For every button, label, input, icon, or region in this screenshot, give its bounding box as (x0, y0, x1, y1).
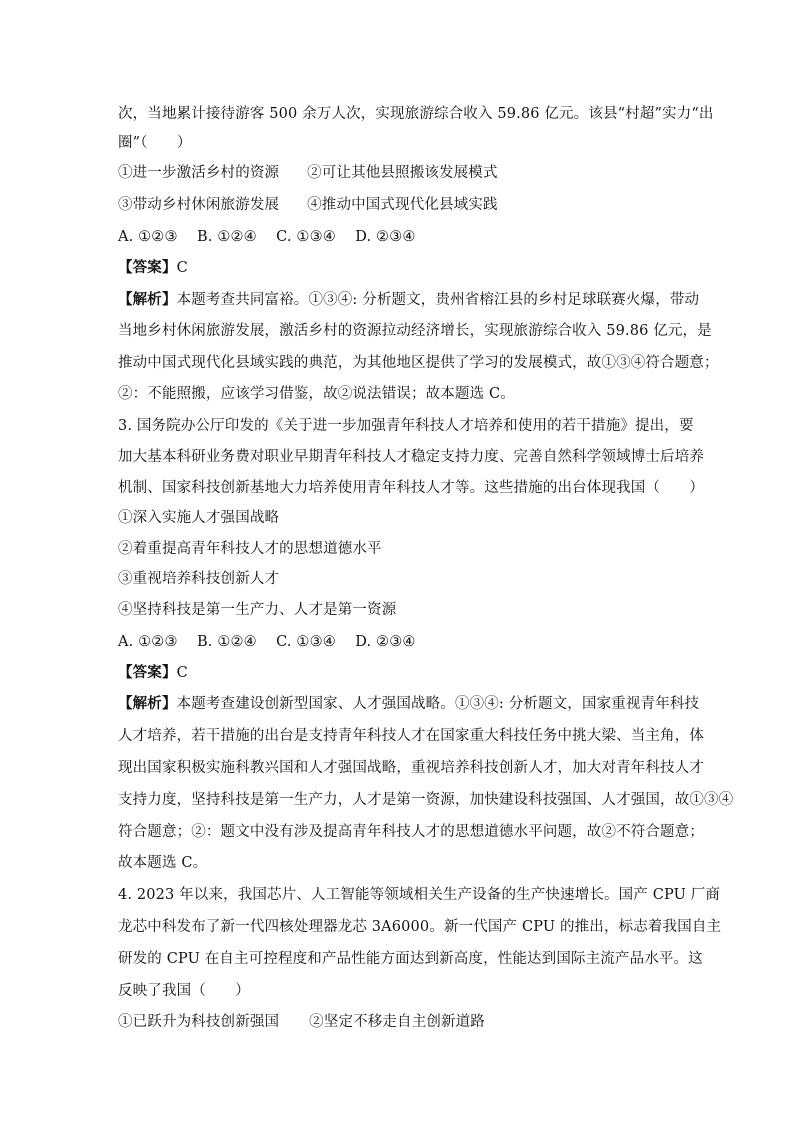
q3-analysis-line-1 (118, 694, 699, 714)
q4-option-1: ①已跃升为科技创新强国 (118, 1014, 280, 1030)
q3-analysis-line-6: 故本题选 C。 (118, 855, 208, 871)
q2-analysis-line-1 (118, 290, 699, 310)
q2-options-row-2 (118, 195, 498, 215)
q2-option-1: ①进一步激活乡村的资源 (118, 165, 280, 181)
q4-option-2: ②坚定不移走自主创新道路 (309, 1014, 485, 1030)
q3-answer (118, 663, 188, 683)
q2-answer (118, 258, 188, 278)
q3-stem-line-2: 加大基本科研业务费对职业早期青年科技人才稳定支持力度、完善自然科学领域博士后培养 (118, 449, 704, 465)
q2-option-3: ③带动乡村休闲旅游发展 (118, 197, 280, 213)
q2-option-4: ④推动中国式现代化县域实践 (307, 197, 498, 213)
q3-analysis-line-4: 支持力度，坚持科技是第一生产力，人才是第一资源，加快建设科技强国、人才强国，故①③④ (118, 792, 734, 808)
q2-stem-line-2: 圈”（ ） (118, 135, 192, 151)
q4-stem-line-4: 反映了我国（ ） (118, 983, 250, 999)
q4-stem-line-3: 研发的 CPU 在自主可控程度和产品性能方面达到新高度，性能达到国际主流产品水平。这 (118, 951, 703, 967)
q4-stem-line-1: 4. 2023 年以来，我国芯片、人工智能等领域相关生产设备的生产快速增长。国产 CPU 厂商 (118, 887, 721, 903)
analysis-label: 【解析】 (118, 695, 177, 712)
q3-stem-line-3: 机制、国家科技创新基地大力培养使用青年科技人才等。这些措施的出台体现我国（ ） (118, 480, 704, 496)
q4-options-row-1 (118, 1012, 485, 1032)
q3-analysis-line-5: 符合题意；②：题文中没有涉及提高青年科技人才的思想道德水平问题，故②不符合题意； (118, 824, 704, 840)
q2-analysis-line-2: 当地乡村休闲旅游发展，激活乡村的资源拉动经济增长，实现旅游综合收入 59.86 亿元，是 (118, 323, 712, 339)
q3-analysis-line-2: 人才培养，若干措施的出台是支持青年科技人才在国家重大科技任务中挑大梁、当主角，体 (118, 728, 704, 744)
answer-label: 【答案】 (118, 664, 177, 681)
analysis-label: 【解析】 (118, 291, 177, 308)
answer-value: C (176, 260, 188, 276)
analysis-text: 本题考查建设创新型国家、人才强国战略。①③④: 分析题文，国家重视青年科技 (176, 696, 700, 712)
q2-options-row-1 (118, 163, 498, 183)
answer-value: C (176, 665, 188, 681)
q3-choices: A. ①②③ B. ①②④ C. ①③④ D. ②③④ (118, 634, 416, 650)
q2-option-2: ②可让其他县照搬该发展模式 (307, 165, 498, 181)
q3-stem-line-1: 3. 国务院办公厅印发的《关于进一步加强青年科技人才培养和使用的若干措施》提出，要 (118, 418, 694, 434)
q2-choices: A. ①②③ B. ①②④ C. ①③④ D. ②③④ (118, 229, 416, 245)
q3-option-1: ①深入实施人才强国战略 (118, 510, 280, 526)
analysis-text: 本题考查共同富裕。①③④: 分析题文，贵州省榕江县的乡村足球联赛火爆，带动 (176, 292, 700, 308)
q3-option-4: ④坚持科技是第一生产力、人才是第一资源 (118, 602, 397, 618)
q2-stem-line-1: 次，当地累计接待游客 500 余万人次，实现旅游综合收入 59.86 亿元。该县“村超”实力“出 (118, 106, 714, 122)
q2-analysis-line-4: ②：不能照搬，应该学习借鉴，故②说法错误；故本题选 C。 (118, 386, 515, 402)
q3-analysis-line-3: 现出国家积极实施科教兴国和人才强国战略，重视培养科技创新人才，加大对青年科技人才 (118, 760, 704, 776)
q3-option-3: ③重视培养科技创新人才 (118, 571, 280, 587)
q4-stem-line-2: 龙芯中科发布了新一代四核处理器龙芯 3A6000。新一代国产 CPU 的推出，标志着我国自主 (118, 919, 722, 935)
answer-label: 【答案】 (118, 259, 177, 276)
q2-analysis-line-3: 推动中国式现代化县域实践的典范，为其他地区提供了学习的发展模式，故①③④符合题意； (118, 355, 719, 371)
q3-option-2: ②着重提高青年科技人才的思想道德水平 (118, 541, 382, 557)
